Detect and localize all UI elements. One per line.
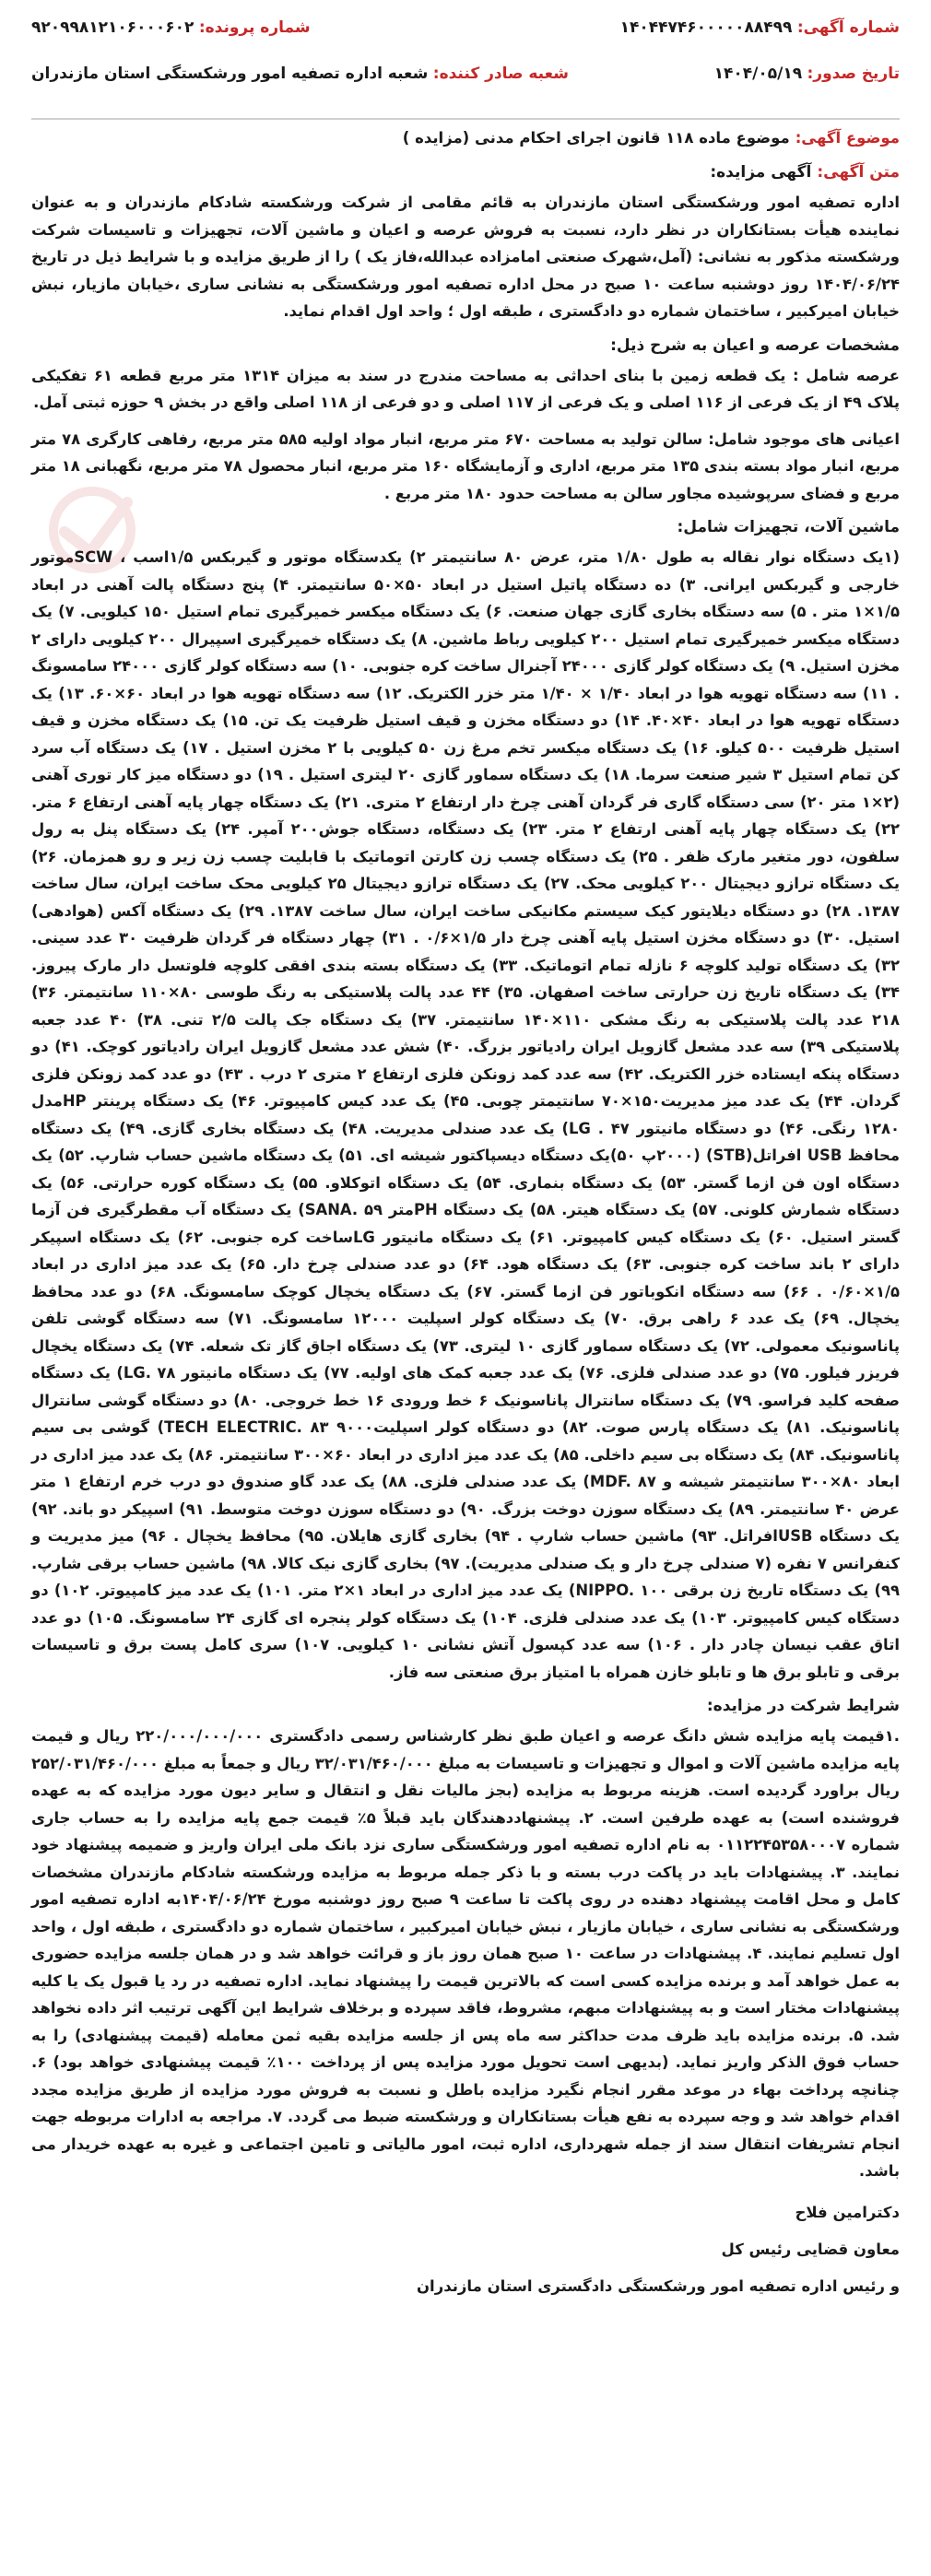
issuing-branch-row	[31, 65, 569, 83]
body-label: متن آگهی:	[817, 163, 900, 182]
buildings-paragraph: اعیانی های موجود شامل: سالن تولید به مساحت ۶۷۰ متر مربع، انبار مواد اولیه ۵۸۵ متر مربع، رفاهی کارگری ۷۸ متر مربع، انبار مواد بسته بندی ۱۳۵ متر مربع، اداری و آزمایشگاه ۱۶۰ متر مربع، انبار محصول ۷۸ متر مربع، نگهبانی ۱۸ متر مربع و فضای سرپوشیده مجاور سالن به مساحت حدود ۱۸۰ متر مربع .	[31, 429, 901, 502]
signer-name: دکترامین فلاح	[795, 2203, 900, 2221]
case-number-row	[31, 18, 311, 37]
machines-title: ماشین آلات، تجهیزات شامل:	[677, 518, 900, 536]
header-divider	[31, 118, 900, 120]
ad-number-row	[620, 18, 900, 37]
case-number-label: شماره پرونده:	[198, 18, 311, 37]
signer-title: معاون قضایی رئیس کل	[721, 2240, 900, 2258]
subject-row	[31, 129, 900, 147]
body-title: آگهی مزایده:	[710, 163, 812, 182]
intro-paragraph: اداره تصفیه امور ورشکستگی استان مازندران به قائم مقامی از شرکت ورشکسته شادکام مازندران و به عنوان نماینده هیأت بستانکاران در نظر دارد، نسبت به فروش عرصه و اعیان و ماشین آلات، تجهیزات و تاسیسات شرکت ورشکسته مذکور به نشانی: (آمل،شهرک صنعتی امامزاده عبدالله،فاز یک ) را از طریق مزایده و با شرایط ذیل در تاریخ ۱۴۰۴/۰۶/۲۴ روز دوشنبه ساعت ۱۰ صبح در محل اداره تصفیه امور ورشکستگی به نشانی ساری ،خیابان مازیار، نبش خیابان امیرکبیر ، ساختمان شماره دو دادگستری ، طبقه اول ؛ واحد اول اقدام نماید.	[31, 194, 901, 320]
body-title-row	[31, 163, 900, 182]
terms-title: شرایط شرکت در مزایده:	[706, 1697, 900, 1715]
notice-header	[31, 17, 900, 116]
issue-date-row	[714, 65, 900, 83]
machines-paragraph: (۱یک دستگاه نوار نقاله به طول ۱/۸۰ متر، عرض ۸۰ سانتیمتر ۲) یکدستگاه موتور و گیربکس ۱/۵اسب ، SCWموتور خارجی و گیربکس ایرانی. ۳) ده دستگاه پاتیل استیل در ابعاد ۵۰×۵۰ سانتیمتر. ۴) پنج دستگاه پالت آهنی در ابعاد ۱/۵×۱ متر . ۵) سه دستگاه بخاری گازی جهان صنعت. ۶) یک دستگاه میکسر خمیرگیری تمام استیل ۱۵۰ کیلویی. ۷) یک دستگاه میکسر خمیرگیری تمام استیل ۲۰۰ کیلویی رباط ماشین. ۸) یک دستگاه خمیرگیری اسپیرال ۲۰۰ کیلویی دارای ۲ مخزن استیل. ۹) یک دستگاه کولر گازی ۲۴۰۰۰ آجنرال ساخت کره جنوبی. ۱۰) سه دستگاه کولر گازی ۲۴۰۰۰ سامسونگ . ۱۱) سه دستگاه تهویه هوا در ابعاد ۱/۴۰ × ۱/۴۰ متر خزر الکتریک. ۱۲) سه دستگاه تهویه هوا در ابعاد ۶۰×۶۰. ۱۳) یک دستگاه تهویه هوا در ابعاد ۴۰×۴۰. ۱۴) دو دستگاه مخزن و قیف استیل ظرفیت یک تن. ۱۵) یک دستگاه مخزن و قیف استیل ظرفیت ۵۰۰ کیلو. ۱۶) یک دستگاه میکسر تخم مرغ زن ۵۰ کیلویی با ۲ مخزن استیل . ۱۷) یک دستگاه آب سرد کن تمام استیل ۳ شیر صنعت سرما. ۱۸) یک دستگاه سماور گازی ۲۰ لیتری استیل . ۱۹) دو دستگاه میز کار توری آهنی (۲×۱ متر ۲۰) سی دستگاه گاری فر گردان آهنی چرخ دار ارتفاع ۲ متری. ۲۱) یک دستگاه چهار پایه آهنی ارتفاع ۶ متر. ۲۲) یک دستگاه چهار پایه آهنی ارتفاع ۲ متر. ۲۳) یک دستگاه، دستگاه جوش۲۰۰ آمپر. ۲۴) یک دستگاه پنل به رول سلفون، دور متغیر مارک ظفر . ۲۵) یک دستگاه چسب زن کارتن اتوماتیک با قابلیت چسب زن زیر و رو همزمان. ۲۶) یک دستگاه ترازو دیجیتال ۲۰۰ کیلویی محک. ۲۷) یک دستگاه ترازو دیجیتال ۲۵ کیلویی محک ساخت ایران، سال ساخت ۱۳۸۷. ۲۸) دو دستگاه دیلایتور کیک سیستم مکانیکی ساخت ایران، سال ساخت ۱۳۸۷. ۲۹) یک دستگاه آکس (هوادهی) استیل. ۳۰) دو دستگاه مخزن استیل پایه آهنی چرخ دار ۱/۵×۰/۶ . ۳۱) چهار دستگاه فر گردان ظرفیت ۳۰ عدد سینی. ۳۲) یک دستگاه تولید کلوچه ۶ نازله تمام اتوماتیک. ۳۳) یک دستگاه بسته بندی افقی کلوچه فلوتسل دار مارک پیروز. ۳۴) یک دستگاه تاریخ زن حرارتی ساخت اصفهان. ۳۵) ۴۴ عدد پالت پلاستیکی به رنگ طوسی ۸۰×۱۱۰ سانتیمتر. ۳۶) ۲۱۸ عدد پالت پلاستیکی به رنگ مشکی ۱۱۰×۱۴۰ سانتیمتر. ۳۷) یک دستگاه جک پالت ۲/۵ تنی. ۳۸) ۴۰ عدد جعبه پلاستیکی ۳۹) سه عدد مشعل گازویل ایران رادیاتور بزرگ. ۴۰) شش عدد مشعل گازویل ایران رادیاتور کوچک. ۴۱) دو دستگاه پنکه ایستاده خزر الکتریک. ۴۲) سه عدد کمد زونکن فلزی ارتفاع ۲ متری ۲ درب . ۴۳) دو عدد کمد زونکن فلزی گردان. ۴۴) یک عدد میز مدیریت۱۵۰×۷۰ سانتیمتر چوبی. ۴۵) یک عدد کیس کامپیوتر. ۴۶) یک دستگاه پرینتر HPمدل ۱۲۸۰ رنگی. ۴۶) دو دستگاه مانیتور LG . ۴۷) یک عدد صندلی مدیریت. ۴۸) یک دستگاه بخاری گازی. ۴۹) یک دستگاه محافظ USB افراتل(STB) (۲۰۰۰پ ۵۰)یک دستگاه دیسپاکتور شیشه ای. ۵۱) یک دستگاه ماشین حساب شارپ. ۵۲) یک دستگاه اون فن ازما گستر. ۵۳) یک دستگاه بنماری. ۵۴) یک دستگاه اتوکلاو. ۵۵) یک دستگاه کوره حرارتی. ۵۶) یک دستگاه شمارش کلونی. ۵۷) یک دستگاه هیتر. ۵۸) یک دستگاه PHمتر SANA. ۵۹) یک دستگاه آب مقطرگیری فن آزما گستر استیل. ۶۰) یک دستگاه کیس کامپیوتر. ۶۱) یک دستگاه مانیتور LGساخت کره جنوبی. ۶۲) یک دستگاه اسپیکر دارای ۲ باند ساخت کره جنوبی. ۶۳) یک دستگاه هود. ۶۴) دو عدد صندلی چرخ دار. ۶۵) یک عدد میز اداری در ابعاد ۱/۵×۰/۶۰ . ۶۶) سه دستگاه انکوباتور فن ازما گستر. ۶۷) یک دستگاه یخچال کوچک سامسونگ. ۶۸) دو عدد محافظ یخچال. ۶۹) یک عدد ۶ راهی برق. ۷۰) یک دستگاه کولر اسپلیت ۱۲۰۰۰ سامسونگ. ۷۱) سه دستگاه گوشی تلفن پاناسونیک معمولی. ۷۲) یک دستگاه سماور گازی ۱۰ لیتری. ۷۳) یک دستگاه اجاق گاز تک شعله. ۷۴) یک دستگاه یخچال فریزر فیلور. ۷۵) دو عدد صندلی فلزی. ۷۶) یک عدد جعبه کمک های اولیه. ۷۷) یک دستگاه مانیتور LG. ۷۸) یک دستگاه صفحه کلید فراسو. ۷۹) یک دستگاه سانترال پاناسونیک ۶ خط ورودی ۱۶ خط خروجی. ۸۰) دو دستگاه گوشی سانترال پاناسونیک. ۸۱) یک دستگاه پارس صوت. ۸۲) دو دستگاه کولر اسپلیت۹۰۰۰ TECH ELECTRIC. ۸۳) گوشی بی سیم پاناسونیک. ۸۴) یک دستگاه بی سیم داخلی. ۸۵) یک عدد میز اداری در ابعاد ۶۰×۳۰۰ سانتیمتر. ۸۶) یک عدد میز اداری در ابعاد ۸۰×۳۰۰ سانتیمتر شیشه و MDF. ۸۷) یک عدد صندلی فلزی. ۸۸) یک عدد گاو صندوق دو درب خرم ارتفاع ۱ متر عرض ۴۰ سانتیمتر. ۸۹) یک دستگاه سوزن دوخت بزرگ. ۹۰) دو دستگاه سوزن دوخت متوسط. ۹۱) اسپیکر دو باند. ۹۲) یک دستگاه USBافراتل. ۹۳) ماشین حساب شارپ . ۹۴) بخاری گازی هایلان. ۹۵) محافظ یخچال . ۹۶) میز مدیریت و کنفرانس ۷ نفره (۷ صندلی چرخ دار و یک صندلی مدیریت). ۹۷) بخاری گازی نیک کالا. ۹۸) ماشین حساب برقی شارپ. ۹۹) یک دستگاه تاریخ زن برقی NIPPO. ۱۰۰) یک عدد میز اداری در ابعاد ۱×۲ متر. ۱۰۱) یک عدد میز کامپیوتر. ۱۰۲) دو دستگاه کیس کامپیوتر. ۱۰۳) یک عدد صندلی فلزی. ۱۰۴) یک دستگاه کولر پنجره ای گازی ۲۴ سامسونگ. ۱۰۵) دو عدد اتاق عقب نیسان چادر دار . ۱۰۶) سه عدد کپسول آتش نشانی ۱۰ کیلویی. ۱۰۷) سری کامل پست برق و تاسیسات برقی و تابلو برق ها و تابلو خازن همراه با امتیاز برق صنعتی سه فاز.	[31, 548, 901, 1681]
issuing-branch-label: شعبه صادر کننده:	[432, 65, 569, 83]
issue-date: ۱۴۰۴/۰۵/۱۹	[713, 65, 803, 83]
spec-title: مشخصات عرصه و اعیان به شرح ذیل:	[610, 335, 900, 355]
ad-number-label: شماره آگهی:	[796, 18, 900, 37]
land-paragraph: عرصه شامل : یک قطعه زمین با بنای احداثی به مساحت مندرج در سند به میزان ۱۳۱۴ متر مربع قطعه ۶۱ تفکیکی پلاک ۴۹ از یک فرعی از ۱۱۶ اصلی و یک فرعی از ۱۱۷ اصلی و دو فرعی از ۱۱۸ اصلی واقع در بخش ۹ حوزه ثبتی آمل.	[31, 366, 901, 411]
subject-text: موضوع ماده ۱۱۸ قانون اجرای احکام مدنی (مزایده )	[402, 129, 790, 147]
subject-label: موضوع آگهی:	[795, 129, 900, 147]
ad-number: ۱۴۰۴۴۷۴۶۰۰۰۰۰۸۸۴۹۹	[619, 18, 793, 37]
issuing-branch: شعبه اداره تصفیه امور ورشکستگی استان مازندران	[31, 65, 429, 83]
signer-org: و رئیس اداره تصفیه امور ورشکستگی دادگستری استان مازندران	[416, 2276, 900, 2295]
issue-date-label: تاریخ صدور:	[807, 65, 900, 83]
signature-block	[31, 2194, 900, 2305]
terms-paragraph: .۱قیمت پایه مزایده شش دانگ عرصه و اعیان طبق نظر کارشناس رسمی دادگستری ۲۲۰/۰۰۰/۰۰۰/۰۰۰ ریال و قیمت پایه مزایده ماشین آلات و اموال و تجهیزات و تاسیسات به مبلغ ۳۲/۰۳۱/۴۶۰/۰۰۰ ریال و جمعاً به مبلغ ۲۵۲/۰۳۱/۴۶۰/۰۰۰ ریال براورد گردیده است. هزینه مربوط به مزایده (بجز مالیات نقل و انتقال و سایر دیون مورد مزایده که به عهده فروشنده است) به عهده طرفین است. ۲. پیشنهاددهندگان باید قبلاً ۵٪ قیمت جمع پایه مزایده را به حساب جاری شماره ۰۱۱۲۲۴۵۳۵۸۰۰۰۷ به نام اداره تصفیه امور ورشکستگی ساری نزد بانک ملی ایران واریز و ضمیمه پیشنهاد خود نمایند. ۳. پیشنهادات باید در پاکت درب بسته و با ذکر جمله مربوط به مزایده ورشکسته شادکام مازندران مشخصات کامل و محل اقامت پیشنهاد دهنده در روی پاکت تا ساعت ۹ صبح روز دوشنبه مورخ ۱۴۰۴/۰۶/۲۴به اداره تصفیه امور ورشکستگی به نشانی ساری ، خیابان مازیار ، نبش خیابان امیرکبیر ، ساختمان شماره دو دادگستری ، طبقه اول ، واحد اول تسلیم نمایند. ۴. پیشنهادات در ساعت ۱۰ صبح همان روز باز و قرائت خواهد شد و در همان جلسه مزایده حضوری به عمل خواهد آمد و برنده مزایده کسی است که بالاترین قیمت را پیشنهاد نماید. اداره تصفیه در رد یا قبول یک یا کلیه پیشنهادات مختار است و به پیشنهادات مبهم، مشروط، فاقد سپرده و برخلاف شرایط این آگهی ترتیب اثر داده نخواهد شد. ۵. برنده مزایده باید ظرف مدت حداکثر سه ماه پس از جلسه مزایده بقیه ثمن معامله (قیمت پیشنهادی) را به حساب فوق الذکر واریز نماید. (بدیهی است تحویل مورد مزایده پس از پرداخت ۱۰۰٪ قیمت پیشنهادی خواهد بود) ۶. چنانچه پرداخت بهاء در موعد مقرر انجام نگیرد مزایده باطل و نسبت به فروش مورد مزایده از طریق مزایده مجدد اقدام خواهد شد و وجه سپرده به نفع هیأت بستانکاران و ورشکسته ضبط می گردد. ۷. مراجعه به ادارات مربوطه جهت انجام تشریفات انتقال سند از جمله شهرداری، اداره ثبت، امور مالیاتی و تامین اجتماعی و غیره به عهده خریدار می باشد.	[31, 1727, 901, 2180]
case-number: ۹۲۰۹۹۸۱۲۱۰۶۰۰۰۶۰۲	[31, 18, 194, 37]
